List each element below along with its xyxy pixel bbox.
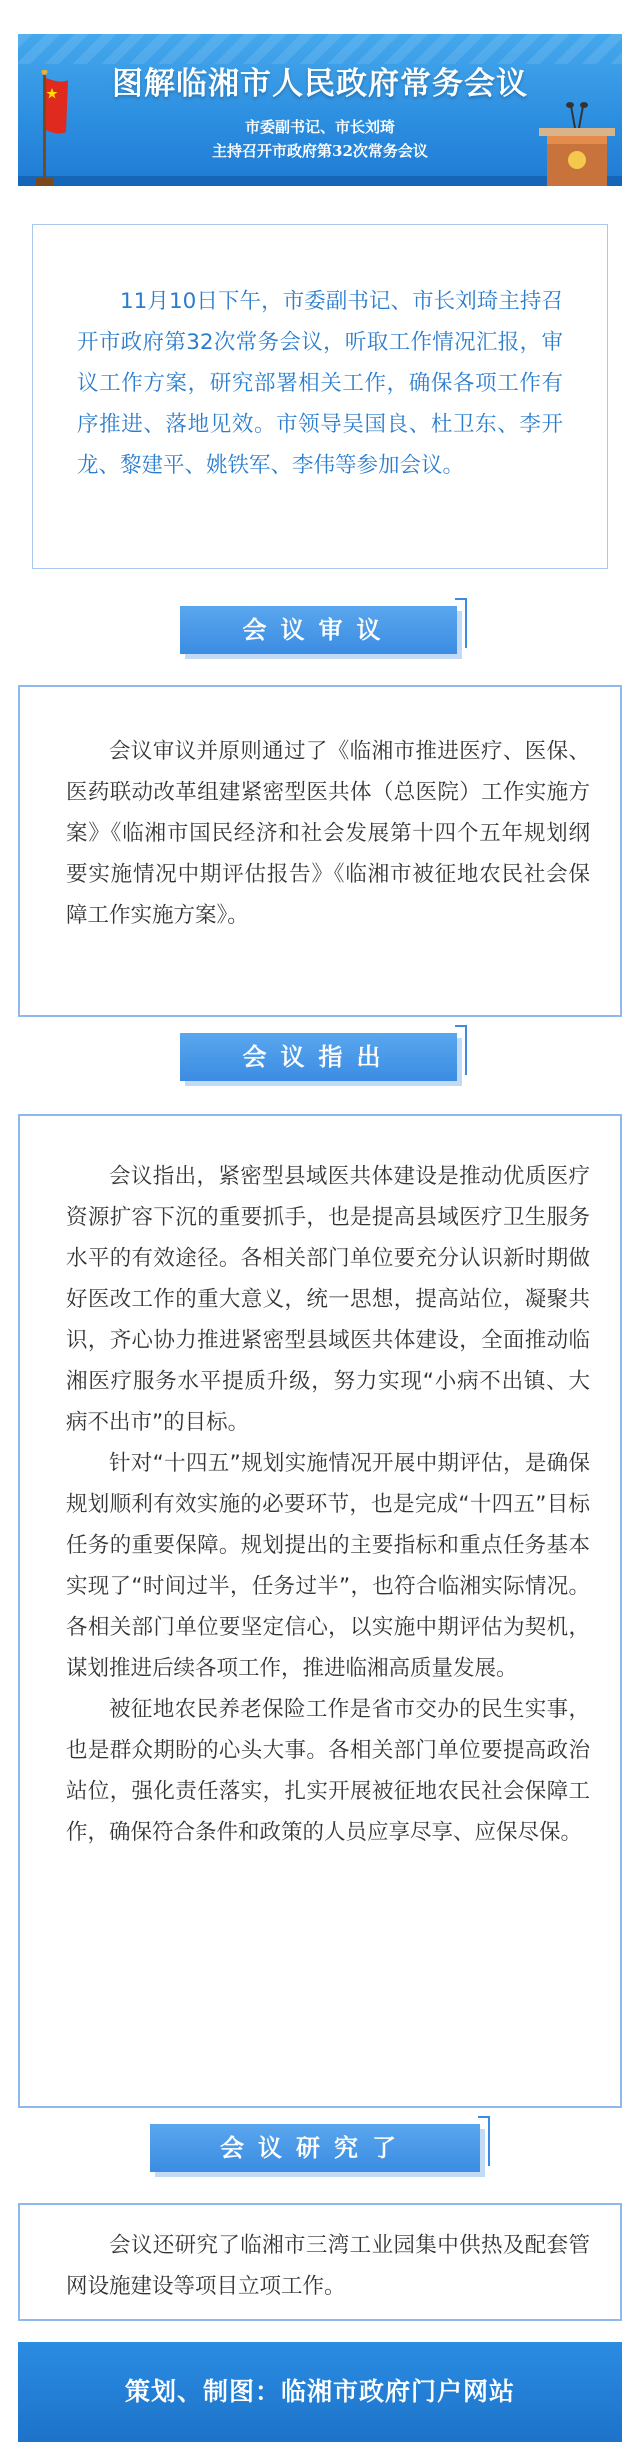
- podium-icon: [525, 100, 625, 186]
- section-box-review: [18, 685, 622, 1017]
- section-box-points: [18, 1114, 622, 2108]
- intro-text: 11月10日下午，市委副书记、市长刘琦主持召开市政府第32次常务会议，听取工作情况汇报，审议工作方案，研究部署相关工作，确保各项工作有序推进、落地见效。市领导吴国良、杜卫东、李开龙、黎建平、姚铁军、李伟等参加会议。: [77, 289, 563, 478]
- review-paragraph: 会议审议并原则通过了《临湘市推进医疗、医保、医药联动改革组建紧密型医共体（总医院）工作实施方案》《临湘市国民经济和社会发展第十四个五年规划纲要实施情况中期评估报告》《临湘市被征地农民社会保障工作实施方案》。: [66, 739, 590, 928]
- footer-credit: 策划、制图：临湘市政府门户网站: [18, 2342, 622, 2442]
- points-paragraph-2: 针对“十四五”规划实施情况开展中期评估，是确保规划顺利有效实施的必要环节，也是完成“十四五”目标任务的重要保障。规划提出的主要指标和重点任务基本实现了“时间过半，任务过半”，也符合临湘实际情况。各相关部门单位要坚定信心，以实施中期评估为契机，谋划推进后续各项工作，推进临湘高质量发展。: [66, 1451, 590, 1681]
- research-paragraph: 会议还研究了临湘市三湾工业园集中供热及配套管网设施建设等项目立项工作。: [66, 2233, 590, 2299]
- intro-box: [32, 224, 608, 569]
- page-title: 图解临湘市人民政府常务会议: [112, 66, 528, 102]
- section-box-research: [18, 2203, 622, 2321]
- section-tab-review: 会议审议: [180, 606, 457, 654]
- points-paragraph-3: 被征地农民养老保险工作是省市交办的民生实事，也是群众期盼的心头大事。各相关部门单位要提高政治站位，强化责任落实，扎实开展被征地农民社会保障工作，确保符合条件和政策的人员应享尽享、应保尽保。: [66, 1697, 590, 1845]
- points-paragraph-1: 会议指出，紧密型县域医共体建设是推动优质医疗资源扩容下沉的重要抓手，也是提高县域医疗卫生服务水平的有效途径。各相关部门单位要充分认识新时期做好医改工作的重大意义，统一思想，提高站位，凝聚共识，齐心协力推进紧密型县域医共体建设，全面推动临湘医疗服务水平提质升级，努力实现“小病不出镇、大病不出市”的目标。: [66, 1164, 590, 1435]
- section-tab-points: 会议指出: [180, 1033, 457, 1081]
- section-tab-research: 会议研究了: [150, 2124, 480, 2172]
- header-subtitle-line1: 市委副书记、市长刘琦: [244, 118, 395, 136]
- national-flag-icon: [16, 70, 76, 186]
- header-subtitle-line2: 主持召开市政府第32次常务会议: [212, 142, 428, 160]
